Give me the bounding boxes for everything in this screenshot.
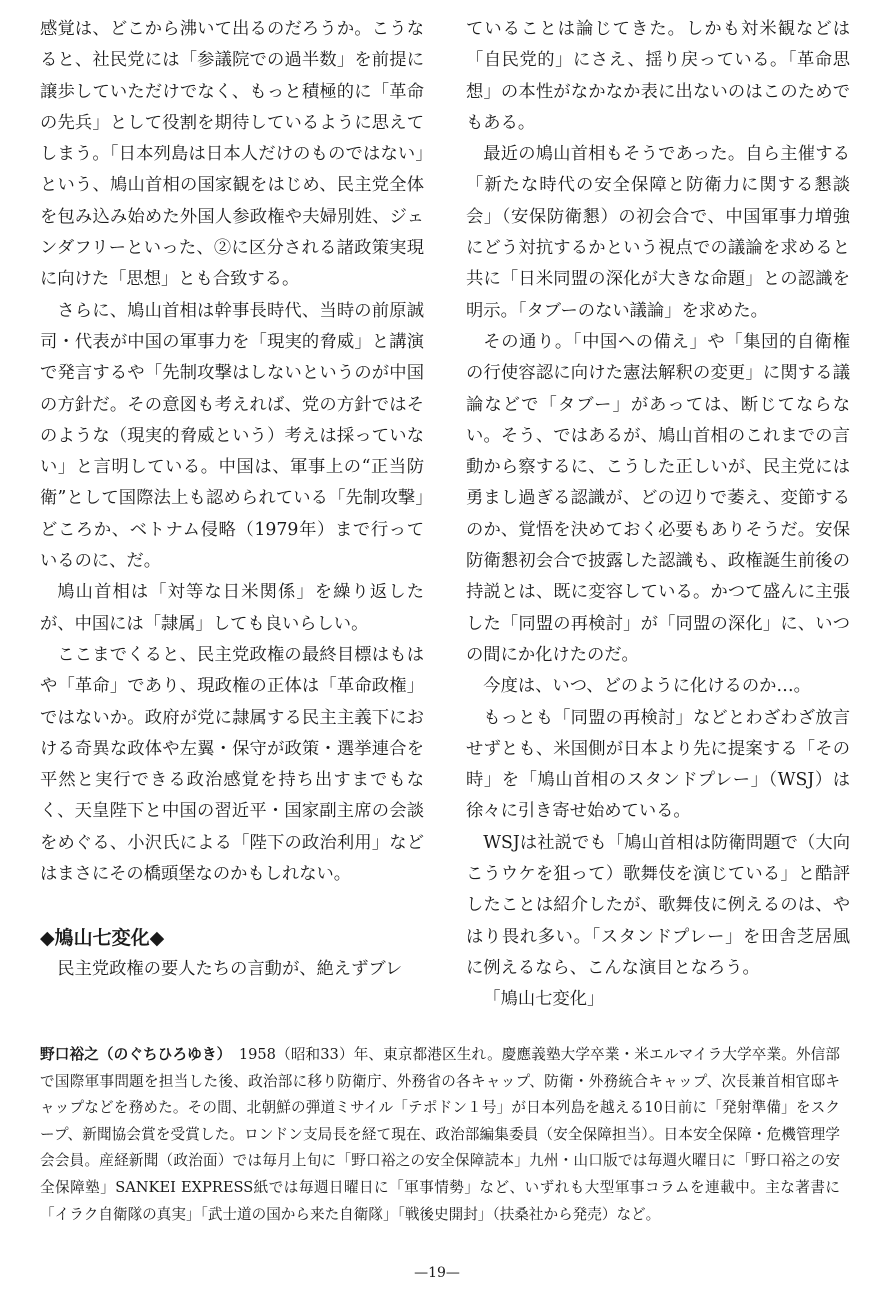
article-column-left: [40, 14, 424, 986]
paragraph: もっとも「同盟の再検討」などとわざわざ放言せずとも、米国側が日本より先に提案する「その時」を「鳩山首相のスタンドプレー」（WSJ）は徐々に引き寄せ始めている。: [466, 707, 850, 822]
author-name: 野口裕之（のぐちひろゆき）: [40, 1046, 225, 1063]
page-number: —19—: [414, 1265, 460, 1281]
paragraph: 「鳩山七変化」: [483, 989, 605, 1010]
paragraph: その通り。「中国への備え」や「集団的自衛権の行使容認に向けた憲法解釈の変更」に関する議論などで「タブー」があっては、断じてならない。そう、ではあるが、鳩山首相のこれまでの言動から察するに、こうした正しいが、民主党には勇まし過ぎる認識が、どの辺りで萎え、変節するのか、覚悟を決めておく必要もありそうだ。安保防衛懇初会合で披露した認識も、政権誕生前後の持説とは、既に変容している。かつて盛んに主張した「同盟の再検討」が「同盟の深化」に、いつの間にか化けたのだ。: [466, 331, 850, 665]
section-heading: ◆鳩山七変化◆: [40, 927, 165, 950]
paragraph: WSJは社説でも「鳩山首相は防衛問題で（大向こうウケを狙って）歌舞伎を演じている」と酷評したことは紹介したが、歌舞伎に例えるのは、やはり畏れ多い。「スタンドプレー」を田舎芝居風に例えるなら、こんな演目となろう。: [466, 832, 850, 978]
paragraph: 民主党政権の要人たちの言動が、絶えずブレ: [57, 959, 403, 980]
paragraph: ていることは論じてきた。しかも対米観などは「自民党的」にさえ、揺り戻っている。「革命思想」の本性がなかなか表に出ないのはこのためでもある。: [466, 19, 850, 133]
article-column-right: [466, 14, 850, 1016]
paragraph: さらに、鳩山首相は幹事長時代、当時の前原誠司・代表が中国の軍事力を「現実的脅威」と講演で発言するや「先制攻撃はしないというのが中国の方針だ。その意図も考えれば、党の方針ではそのような（現実的脅威という）考えは採っていない」と言明している。中国は、軍事上の“正当防衛”として国際法上も認められている「先制攻撃」どころか、ベトナム侵略（1979年）まで行っているのに、だ。: [40, 300, 424, 572]
paragraph: 最近の鳩山首相もそうであった。自ら主催する「新たな時代の安全保障と防衛力に関する懇談会」（安保防衛懇）の初会合で、中国軍事力増強にどう対抗するかという視点での議論を求めると共に「日米同盟の深化が大きな命題」との認識を明示。「タブーのない議論」を求めた。: [466, 144, 850, 321]
author-bio-text: 1958（昭和33）年、東京都港区生れ。慶應義塾大学卒業・米エルマイラ大学卒業。外信部で国際軍事問題を担当した後、政治部に移り防衛庁、外務省の各キャップ、防衛・外務統合キャップ、次長兼首相官邸キャップなどを務めた。その間、北朝鮮の弾道ミサイル「テポドン１号」が日本列島を越える10日前に「発射準備」をスクープ、新聞協会賞を受賞した。ロンドン支局長を経て現在、政治部編集委員（安全保障担当）。日本安全保障・危機管理学会会員。産経新聞（政治面）では毎月上旬に「野口裕之の安全保障読本」九州・山口版では毎週火曜日に「野口裕之の安全保障塾」SANKEI EXPRESS紙では毎週日曜日に「軍事情勢」など、いずれも大型軍事コラムを連載中。主な著書に「イラク自衛隊の真実」「武士道の国から来た自衛隊」「戦後史開封」（扶桑社から発売）など。: [40, 1046, 840, 1223]
paragraph: 鳩山首相は「対等な日米関係」を繰り返したが、中国には「隷属」しても良いらしい。: [40, 582, 424, 634]
paragraph: 感覚は、どこから沸いて出るのだろうか。こうなると、社民党には「参議院での過半数」を前提に譲歩していただけでなく、もっと積極的に「革命の先兵」として役割を期待しているように思えてしまう。「日本列島は日本人だけのものではない」という、鳩山首相の国家観をはじめ、民主党全体を包み込み始めた外国人参政権や夫婦別姓、ジェンダフリーといった、②に区分される諸政策実現に向けた「思想」とも合致する。: [40, 19, 424, 290]
paragraph: 今度は、いつ、どのように化けるのか…。: [483, 676, 811, 697]
paragraph: ここまでくると、民主党政権の最終目標はもはや「革命」であり、現政権の正体は「革命政権」ではないか。政府が党に隷属する民主主義下における奇異な政体や左翼・保守が政策・選挙連合を平然と実行できる政治感覚を持ち出すまでもなく、天皇陛下と中国の習近平・国家副主席の会談をめぐる、小沢氏による「陛下の政治利用」などはまさにその橋頭堡なのかもしれない。: [40, 644, 424, 885]
author-bio: [40, 1042, 840, 1228]
